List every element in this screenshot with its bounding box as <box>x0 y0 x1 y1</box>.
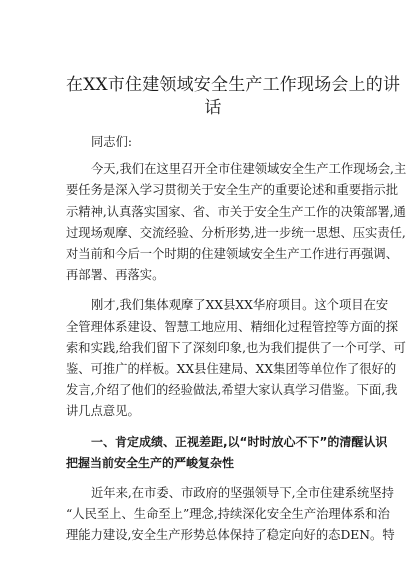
text-line: 索和实践,给我们留下了深刻印象,也为我们提供了一个可学、可 <box>66 340 406 355</box>
paragraph <box>66 483 395 547</box>
title-line: 话 <box>204 98 222 118</box>
document-body <box>66 132 407 547</box>
paragraph <box>66 295 406 422</box>
text-line: 过现场观摩、交流经验、分析形势,进一步统一思想、压实责任, <box>66 225 406 240</box>
heading-line: 把握当前安全生产的严峻复杂性 <box>66 455 235 470</box>
title-line: 在XX市住建领域安全生产工作现场会上的讲 <box>66 75 401 95</box>
text-line: 理能力建设,安全生产形势总体保持了稳定向好的态DEN。特 <box>66 528 395 543</box>
text-line: 近年来,在市委、市政府的坚强领导下,全市住建系统坚持 <box>91 486 394 501</box>
text-line: 再部署、再落实。 <box>66 268 165 283</box>
text-line: 发言,介绍了他们的经验做法,希望大家认真学习借鉴。下面,我 <box>66 383 398 398</box>
paragraph <box>66 159 407 286</box>
text-line: 示精神,认真落实国家、省、市关于安全生产工作的决策部署,通 <box>66 204 406 219</box>
text-line: “人民至上、生命至上”理念,持续深化安全生产治理体系和治 <box>66 507 390 522</box>
text-line: 讲几点意见。 <box>66 404 140 419</box>
greeting: 同志们: <box>91 135 133 149</box>
heading-line: 一、肯定成绩、正视差距,以“时时放心不下”的清醒认识 <box>91 434 388 449</box>
section-heading <box>66 432 388 474</box>
text-line: 全管理体系建设、智慧工地应用、精细化过程管控等方面的探 <box>66 319 399 334</box>
text-line: 要任务是深入学习贯彻关于安全生产的重要论述和重要指示批 <box>66 183 399 198</box>
document-title <box>66 74 401 120</box>
text-line: 刚才,我们集体观摩了XX县XX华府项目。这个项目在安 <box>91 298 389 313</box>
text-line: 今天,我们在这里召开全市住建领域安全生产工作现场会,主 <box>91 162 407 177</box>
text-line: 对当前和今后一个时期的住建领域安全生产工作进行再强调、 <box>66 247 399 262</box>
text-line: 鉴、可推广的样板。XX县住建局、XX集团等单位作了很好的 <box>66 362 397 377</box>
